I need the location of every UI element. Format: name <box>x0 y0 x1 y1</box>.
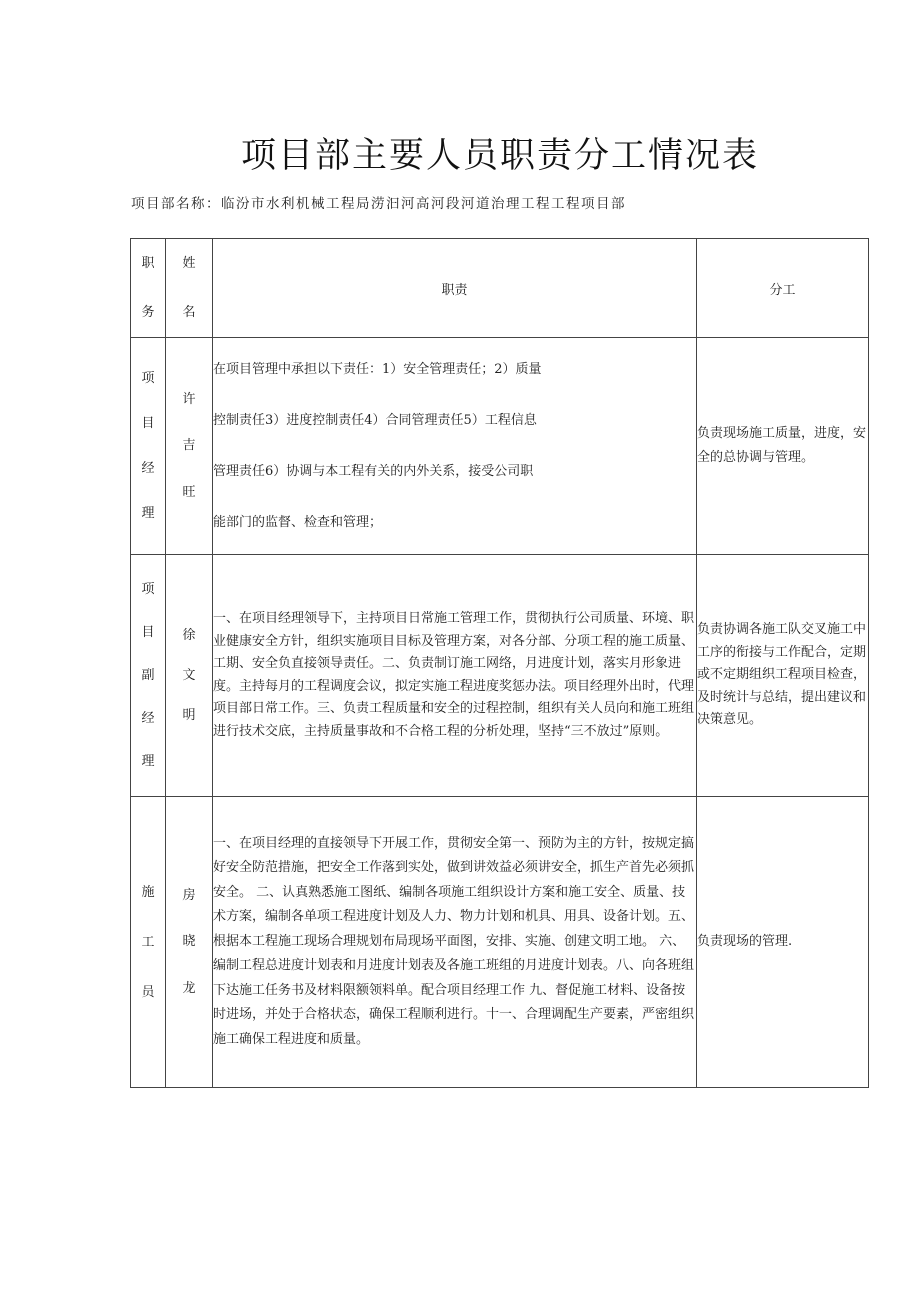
header-division: 分工 <box>697 239 869 338</box>
position-char: 员 <box>141 984 155 1000</box>
position-char: 目 <box>141 625 155 640</box>
responsibility-table <box>130 238 869 1088</box>
name-cell <box>166 797 213 1088</box>
table-row <box>131 555 869 797</box>
name-char: 明 <box>182 708 196 723</box>
position-char: 经 <box>141 461 155 476</box>
header-position-cell <box>131 239 166 338</box>
position-cell <box>131 797 166 1088</box>
name-char: 文 <box>182 668 196 683</box>
table-row <box>131 797 869 1088</box>
position-char: 理 <box>141 506 155 521</box>
name-char: 龙 <box>182 981 196 997</box>
name-char: 晓 <box>182 934 196 950</box>
name-char: 房 <box>182 887 196 903</box>
table-row <box>131 338 869 555</box>
page-title: 项目部主要人员职责分工情况表 <box>240 136 759 176</box>
position-char: 理 <box>141 754 155 769</box>
project-name-line: 项目部名称：临汾市水利机械工程局涝汩河高河段河道治理工程工程项目部 <box>131 196 626 212</box>
duty-line: 能部门的监督、检查和管理； <box>213 515 383 530</box>
header-position-char: 务 <box>141 305 155 320</box>
header-duty: 职责 <box>213 239 697 338</box>
position-char: 经 <box>141 711 155 726</box>
duty-cell: 一、在项目经理领导下，主持项目日常施工管理工作，贯彻执行公司质量、环境、职业健康安全方针，组织实施项目目标及管理方案，对各分部、分项工程的施工质量、工期、安全负直接领导责任。二、负责制订施工网络，月进度计划，落实月形象进度。主持每月的工程调度会议，拟定实施工程进度奖惩办法。项目经理外出时，代理项目部日常工作。三、负责工程质量和安全的过程控制，组织有关人员向和施工班组进行技术交底，主持质量事故和不合格工程的分析处理，坚持“三不放过”原则。 <box>213 555 697 797</box>
header-row <box>131 239 869 338</box>
name-char: 旺 <box>182 485 196 501</box>
name-char: 许 <box>182 391 196 407</box>
name-cell <box>166 555 213 797</box>
position-char: 副 <box>141 668 155 683</box>
position-char: 项 <box>141 371 155 386</box>
division-cell: 负责现场的管理. <box>697 797 869 1088</box>
position-char: 施 <box>141 884 155 900</box>
position-char: 工 <box>141 934 155 950</box>
position-char: 目 <box>141 416 155 431</box>
header-name-cell <box>166 239 213 338</box>
duty-line: 管理责任6）协调与本工程有关的内外关系，接受公司职 <box>213 464 534 479</box>
name-cell <box>166 338 213 555</box>
name-char: 吉 <box>182 438 196 454</box>
duty-cell: 一、在项目经理的直接领导下开展工作，贯彻安全第一、预防为主的方针，按规定搞好安全防范措施，把安全工作落到实处，做到讲效益必须讲安全，抓生产首先必须抓安全。 二、认真熟悉施工图纸、编制各项施工组织设计方案和施工安全、质量、技术方案，编制各单项工程进度计划及人力、物力计划和机具、用具、设备计划。五、根据本工程施工现场合理规划布局现场平面图，安排、实施、创建文明工地。 六、编制工程总进度计划表和月进度计划表及各施工班组的月进度计划表。八、向各班组下达施工任务书及材料限额领料单。配合项目经理工作 九、督促施工材料、设备按时进场，并处于合格状态，确保工程顺利进行。十一、合理调配生产要素，严密组织施工确保工程进度和质量。 <box>213 797 697 1088</box>
duty-line: 控制责任3）进度控制责任4）合同管理责任5）工程信息 <box>213 413 537 428</box>
header-name-char: 名 <box>182 305 196 320</box>
header-name-char: 姓 <box>182 256 196 271</box>
duty-line: 在项目管理中承担以下责任：1）安全管理责任；2）质量 <box>213 362 542 377</box>
division-cell: 负责现场施工质量，进度，安全的总协调与管理。 <box>697 338 869 555</box>
position-cell <box>131 338 166 555</box>
name-char: 徐 <box>182 628 196 643</box>
division-cell: 负责协调各施工队交叉施工中工序的衔接与工作配合，定期或不定期组织工程项目检查，及时统计与总结，提出建议和决策意见。 <box>697 555 869 797</box>
header-position-char: 职 <box>141 256 155 271</box>
position-cell <box>131 555 166 797</box>
duty-cell <box>213 338 697 555</box>
position-char: 项 <box>141 582 155 597</box>
